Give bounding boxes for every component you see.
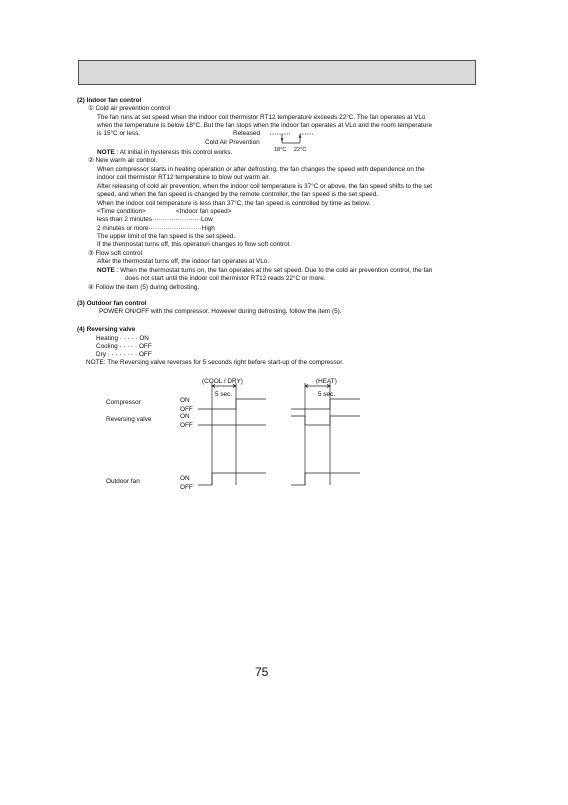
item-3-note-label: NOTE [97,267,115,274]
cooling-row: Cooling · · · · · OFF [96,343,152,350]
outdoor-fan-label: Outdoor fan [106,478,140,485]
temp-22-label: 22°C [294,147,307,153]
five-sec-label-heat: 5 sec. [318,391,336,398]
time-row-1: less than 2 minutes·······················Low [97,216,213,223]
heat-label: (HEAT) [316,378,337,385]
item-1-text: is 15°C or less. [97,130,141,137]
item-2-text: When compressor starts in heating operation or after defrosting, the fan changes the speed with dependence on the [97,166,425,173]
item-2-heading: ② New warm air control. [88,157,158,164]
five-sec-label-cool: 5 sec. [215,391,233,398]
temp-18-label: 18°C [274,147,287,153]
compressor-label: Compressor [106,399,141,406]
item-2-text: When the indoor coil temperature is less than 37°C, the fan speed is controlled by time as below. [97,200,371,207]
section-4-note: NOTE: The Reversing valve reverses for 5 seconds right before start-up of the compressor. [86,359,344,366]
cool-outdoor-fan-wave [198,473,266,485]
section-4-title: (4) Reversing valve [77,326,136,333]
item-1-text: when the temperature is below 18°C. But the fan stops when the indoor fan operates at VLo and the room temperature [97,122,433,129]
time-row-2: 2 minutes or more·························High [97,225,215,232]
off-label: OFF [180,422,193,429]
item-1-text: The fan runs at set speed when the indoor coil thermistor RT12 temperature exceeds 22°C. The fan operates at VLo [97,114,426,121]
cold-air-prevention-label: Cold Air Prevention [205,139,260,146]
item-4-heading: ④ Follow the item (5) during defrosting. [88,284,200,291]
item-3-note-text: : When the thermostat turns on, the fan operates at the set speed. Due to the cold air prevention control, the fan [116,267,433,274]
section-3-text: POWER ON/OFF with the compressor. However during defrosting, follow the item (5). [99,308,342,315]
item-1-heading: ① Cold air prevention control [88,105,171,112]
off-label: OFF [180,484,193,491]
item-3-heading: ③ Flow soft control [88,250,143,257]
note-label: NOTE [97,149,115,156]
fan-speed-header: <Indoor fan speed> [176,208,232,215]
item-2-text: The upper limit of the fan speed is the set speed. [97,233,236,240]
section-3-title: (3) Outdoor fan control [77,300,147,307]
on-label: ON [180,397,190,404]
page-number: 75 [255,665,269,679]
item-3-text: After the thermostat turns off, the indoor fan operates at VLo. [97,258,270,265]
item-2-text: After releasing of cold air prevention, when the indoor coil temperature is 37°C or above, the fan speed shifts to the set [97,183,433,190]
time-condition-header: <Time condition> [97,208,146,215]
heat-outdoor-fan-wave [291,473,360,485]
item-2-text: indoor coil thermistor RT12 temperature to blow out warm air. [97,174,271,181]
released-label: Released [233,130,261,137]
item-2-text: If the thermostat turns off, this operation changes to flow soft control. [97,241,291,248]
dry-row: Dry · · · · · · · · OFF [96,351,152,358]
cool-dry-label: (COOL / DRY) [202,378,243,385]
item-2-text: speed, and when the fan speed is changed by the remote controller, the fan speed is the set speed. [97,191,379,198]
heat-reversing-valve-wave [291,416,360,425]
cool-compressor-wave [198,399,266,409]
section-2-title: (2) Indoor fan control [77,97,142,104]
item-3-note-text: does not start until the indoor coil thermistor RT12 reads 22°C or more. [125,275,326,282]
reversing-valve-label: Reversing valve [106,416,152,423]
off-label: OFF [180,406,193,413]
on-label: ON [180,413,190,420]
heating-row: Heating · · · · · ON [96,335,149,342]
heat-compressor-wave [291,399,360,409]
note-text: : At initial in hysteresis this control works. [116,149,233,156]
on-label: ON [180,475,190,482]
